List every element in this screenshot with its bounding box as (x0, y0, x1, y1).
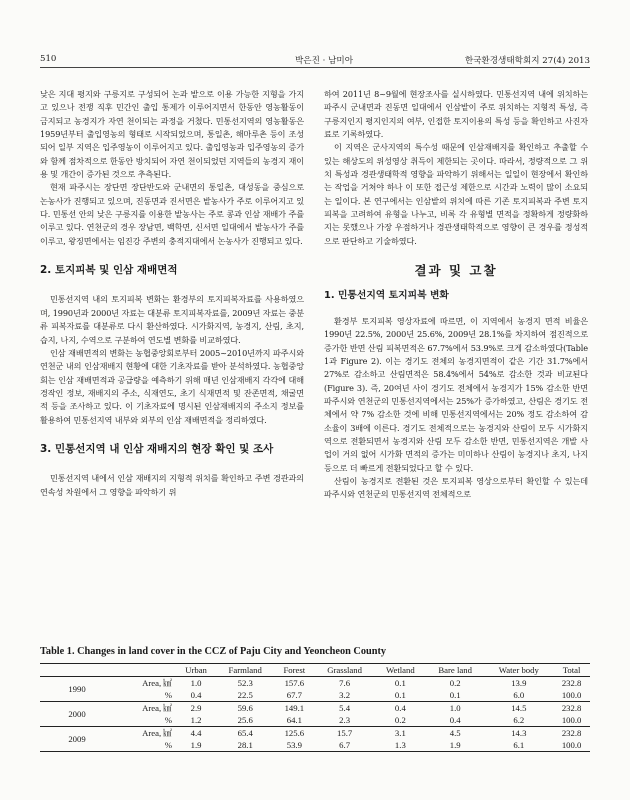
table-cell: 1.2 (176, 714, 216, 727)
table-cell: 0.1 (375, 689, 426, 702)
table-cell: 28.1 (216, 739, 274, 752)
row-label: Area, ㎢ (142, 678, 172, 688)
table-cell: 0.1 (394, 678, 406, 688)
header-cell: Forest (274, 664, 314, 677)
table-row (40, 677, 590, 690)
table-cell: 232.8 (561, 728, 582, 738)
table-cell: 3.1 (394, 728, 406, 738)
table-cell: 4.5 (449, 728, 461, 738)
header-rule (40, 67, 590, 68)
paragraph: 환경부 토지피복 영상자료에 따르면, 이 지역에서 농경지 면적 비율은 1990년 22.5%, 2000년 25.6%, 2009년 28.1%를 차지하여 점진적으로 증가한 반면 산림 피복면적은 67.7%에서 53.9%로 크게 감소하였다(Table 1과 Figure 2). 이는 경기도 전체의 농경지면적이 같은 기간 31.7%에서 27%로 감소하고 산림면적은 58.4%에서 54%로 감소한 것과 비교된다(Figure 3). 즉, 20여년 사이 경기도 전체에서 농경지가 15% 감소한 반면 파주시와 연천군의 민통선지역에서는 25%가 증가하였고, 산림은 경기도 전체에서 약 7% 감소한 것에 비해 민통선지역에서는 20% 정도 감소하여 감소율이 3배에 이른다. 경기도 전체적으로는 농경지와 산림이 모두 시가화지역으로 전환되면서 농경지와 산림 모두 감소한 반면, 민통선지역은 개발 사업이 거의 없어 시가화 면적의 증가는 미미하나 산림이 농경지나 초지, 나지 등으로 더 빠르게 전환되었다고 할 수 있다. (324, 315, 588, 473)
header-cell (40, 664, 114, 677)
table-cell: 6.2 (484, 714, 553, 727)
table-cell: 0.4 (394, 703, 406, 713)
table-row (40, 689, 590, 702)
table-1 (40, 646, 590, 752)
results-heading: 결과 및 고찰 (414, 263, 498, 279)
table-cell: 14.5 (511, 703, 527, 713)
header-cell: Farmland (216, 664, 274, 677)
table-cell: 53.9 (274, 739, 314, 752)
table-cell: 5.4 (339, 703, 351, 713)
table-cell: 157.6 (284, 678, 305, 688)
table-cell: 67.7 (274, 689, 314, 702)
table-cell: 0.4 (426, 714, 485, 727)
table-cell: 100.0 (553, 739, 590, 752)
table-cell: 1.0 (449, 703, 461, 713)
year-cell: 2000 (40, 702, 114, 727)
row-label: % (114, 714, 176, 727)
table-cell: 65.4 (237, 728, 253, 738)
table-cell: 7.6 (339, 678, 351, 688)
header-cell: Water body (484, 664, 553, 677)
table-cell: 2.3 (314, 714, 374, 727)
table-cell: 0.2 (375, 714, 426, 727)
table-cell: 1.0 (190, 678, 202, 688)
left-column (40, 88, 304, 499)
header-cell: Total (553, 664, 590, 677)
table-cell: 0.2 (449, 678, 461, 688)
table-cell: 6.1 (484, 739, 553, 752)
header-journal: 한국환경생태학회지 27(4) 2013 (464, 56, 590, 66)
table-cell: 2.9 (190, 703, 202, 713)
table-cell: 1.3 (375, 739, 426, 752)
table-row (40, 739, 590, 752)
table-cell: 6.0 (484, 689, 553, 702)
table-cell: 232.8 (561, 703, 582, 713)
right-column (324, 88, 588, 502)
paragraph: 인삼 재배면적의 변화는 농협중앙회로부터 2005~2010년까지 파주시와 연천군 내의 인삼재배지 현황에 대한 기초자료를 받아 분석하였다. 농협중앙회는 인삼 재배면적과 공급량을 예측하기 위해 매년 인삼재배지 각각에 대해 경작인 정보, 재배지의 주소, 식재연도, 초기 식재면적 및 잔존면적, 채굴면적 등을 조사하고 있다. 이 기초자료에 명시된 인삼재배지의 주소지 정보를 활용하여 민통선지역 내부와 외부의 인삼 재배면적을 정리하였다. (40, 347, 304, 425)
table-row (40, 714, 590, 727)
table-cell: 64.1 (274, 714, 314, 727)
row-label: % (114, 689, 176, 702)
header-authors: 박은진 · 남미아 (295, 56, 354, 66)
row-label: Area, ㎢ (142, 703, 172, 713)
table-cell: 149.1 (284, 703, 305, 713)
table-cell: 100.0 (553, 714, 590, 727)
subsection-heading: 1. 민통선지역 토지피복 변화 (324, 290, 449, 302)
paragraph: 민통선지역 내의 토지피복 변화는 환경부의 토지피복자료를 사용하였으며, 1990년과 2000년 자료는 대분류 토지피복자료를, 2009년 자료는 중분류 피복자료를 대분류로 다시 환산하였다. 시가화지역, 농경지, 산림, 초지, 습지, 나지, 수역으로 구분하여 연도별 변화를 비교하였다. (40, 294, 304, 345)
table-cell: 25.6 (216, 714, 274, 727)
header-cell: Bare land (426, 664, 485, 677)
header-cell: Wetland (375, 664, 426, 677)
running-header (40, 54, 590, 68)
header-cell: Grassland (314, 664, 374, 677)
row-label: % (114, 739, 176, 752)
table-cell: 13.9 (511, 678, 527, 688)
table-cell: 1.9 (176, 739, 216, 752)
table-cell: 6.7 (314, 739, 374, 752)
table-cell: 100.0 (553, 689, 590, 702)
section-heading: 3. 민통선지역 내 인삼 재배지의 현장 확인 및 조사 (40, 442, 274, 455)
table-cell: 4.4 (190, 728, 202, 738)
table-row (40, 727, 590, 740)
table-cell: 14.3 (511, 728, 527, 738)
table-cell: 232.8 (561, 678, 582, 688)
section-heading: 2. 토지피복 및 인삼 재배면적 (40, 264, 178, 277)
paragraph: 낮은 지대 평지와 구릉지로 구성되어 논과 밭으로 이용 가능한 지형을 가지고 있으나 전쟁 직후 민간인 출입 통제가 이루어지면서 한동안 영농활동이 금지되고 농경지가 자연 천이되는 과정을 거쳤다. 민통선지역의 영농활동은 1959년부터 출입영농의 형태로 시작되었으며, 통일촌, 해마루촌 등이 조성되어 일부 지역은 입주영농이 이루어지고 있다. 출입영농과 입주영농의 증가와 함께 점차적으로 한동안 방치되어 자연 천이되었던 지역들의 농경지 재이용 및 개간이 증가된 것으로 추측된다. (40, 89, 304, 180)
table-title: Table 1. Changes in land cover in the CCZ of Paju City and Yeoncheon County (40, 646, 387, 657)
row-label: Area, ㎢ (142, 728, 172, 738)
table-row (40, 702, 590, 715)
header-cell: Urban (176, 664, 216, 677)
page-number: 510 (40, 54, 57, 64)
table-header-row (40, 664, 590, 677)
table-cell: 52.3 (237, 678, 253, 688)
table-cell: 0.4 (176, 689, 216, 702)
land-cover-table (40, 663, 590, 752)
table-cell: 22.5 (216, 689, 274, 702)
table-cell: 3.2 (314, 689, 374, 702)
paragraph: 민통선지역 내에서 인삼 재배지의 지형적 위치를 확인하고 주변 경관과의 연속성 차원에서 그 영향을 파악하기 위 (40, 473, 304, 497)
table-cell: 0.1 (426, 689, 485, 702)
year-cell: 2009 (40, 727, 114, 752)
paragraph: 이 지역은 군사지역의 특수성 때문에 인삼재배지를 확인하고 추출할 수 있는 해상도의 위성영상 취득이 제한되는 곳이다. 따라서, 정량적으로 그 위치 특성과 경관생태학적 영향을 파악하기 위해서는 일일이 현장에서 확인하는 작업을 거쳐야 하나 이 또한 접근성 제한으로 시간과 노력이 많이 소요되는 일이다. 본 연구에서는 인삼밭의 위치에 따른 기존 토지피복과 주변 토지피복을 고려하여 유형을 나누고, 비록 각 유형별 면적을 정확하게 정량화하지는 못했으나 가장 우점하거나 경관생태학적으로 영향이 큰 경우를 정성적으로 판단하고 기술하였다. (324, 142, 588, 246)
table-cell: 59.6 (237, 703, 253, 713)
year-cell: 1990 (40, 677, 114, 702)
table-cell: 125.6 (284, 728, 305, 738)
paragraph: 현재 파주시는 장단면 장단반도와 군내면의 통일촌, 대성동을 중심으로 논농사가 진행되고 있으며, 진동면과 진서면은 밭농사가 주로 이루어지고 있다. 민통선 안의 낮은 구릉지를 이용한 밭농사는 주로 콩과 인삼 재배가 주를 이루고 있다. 연천군의 경우 장남면, 백학면, 신서면 일대에서 밭농사가 주를 이루고, 왕징면에서는 임진강 주변의 충적지대에서 논농사가 진행되고 있다. (40, 182, 304, 246)
paragraph: 산림이 농경지로 전환된 것은 토지피복 영상으로부터 확인할 수 있는데 파주시와 연천군의 민통선지역 전체적으로 (324, 475, 588, 500)
table-cell: 15.7 (337, 728, 353, 738)
table-cell: 1.9 (426, 739, 485, 752)
paragraph: 하여 2011년 8~9월에 현장조사를 실시하였다. 민통선지역 내에 위치하는 파주시 군내면과 진동면 일대에서 인삼밭이 주로 위치하는 지형적 특성, 즉 구릉지인지 평지인지의 여부, 인접한 토지이용의 특성 등을 확인하고 사진자료로 기록하였다. (324, 89, 588, 140)
header-cell (114, 664, 176, 677)
